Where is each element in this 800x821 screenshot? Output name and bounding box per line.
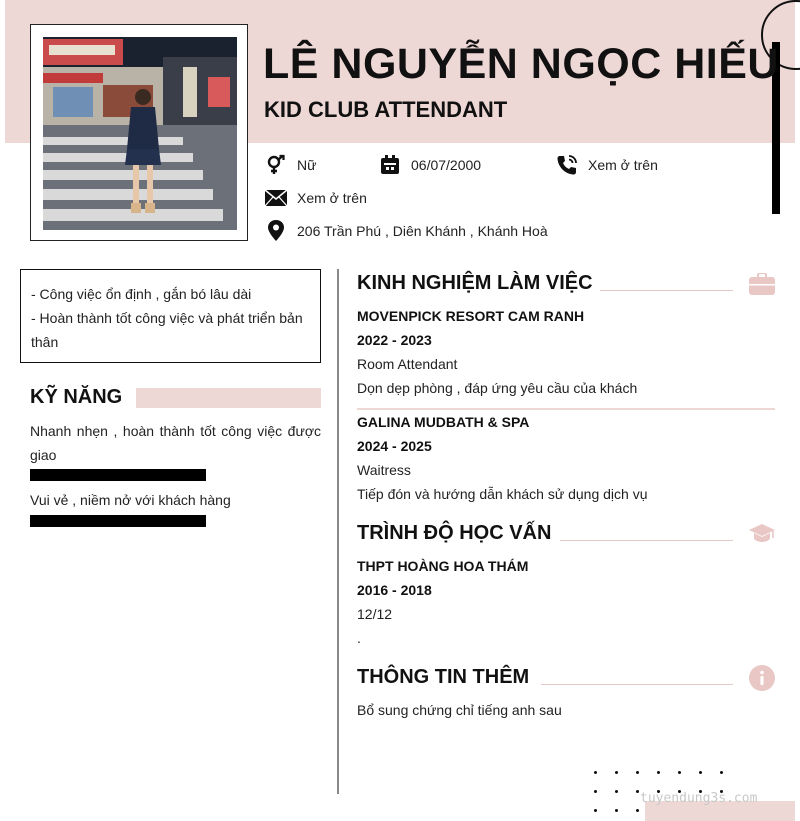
experience-description: Tiếp đón và hướng dẫn khách sử dụng dịch vụ [357,486,648,502]
gender-info [265,154,316,176]
briefcase-icon [749,273,775,300]
education-period: 2016 - 2018 [357,582,432,598]
skills-title: KỸ NĂNG [30,386,123,408]
decorative-dot [615,771,618,774]
map-pin-icon [265,220,287,242]
job-title: KID CLUB ATTENDANT [264,97,508,122]
education-title: TRÌNH ĐỘ HỌC VẤN [357,522,552,544]
experience-position: Waitress [357,462,411,478]
decorative-dot [699,771,702,774]
graduation-cap-icon [749,523,775,548]
gender-icon [265,154,287,176]
career-objective [20,269,321,363]
decorative-dot [636,771,639,774]
decorative-dot [678,771,681,774]
skill-item-text: Vui vẻ , niềm nở với khách hàng [30,492,231,508]
experience-period: 2024 - 2025 [357,438,432,454]
decorative-dot [720,771,723,774]
experience-description: Dọn dẹp phòng , đáp ứng yêu cầu của khách [357,380,638,396]
skills-heading-bar [136,388,321,408]
education-grade: 12/12 [357,606,393,622]
birthday-value: 06/07/2000 [411,157,482,173]
additional-text: Bổ sung chứng chỉ tiếng anh sau [357,702,562,718]
objective-line: - Công việc ổn định , gắn bó lâu dài [31,286,252,302]
decorative-dot [594,790,597,793]
email-value: Xem ở trên [297,190,367,206]
skill-level-bar [30,469,206,481]
education-school: THPT HOÀNG HOA THÁM [357,558,529,574]
email-info [265,187,367,209]
experience-position: Room Attendant [357,356,458,372]
watermark: tuyendung3s.com [640,791,758,806]
experience-title-line [600,290,733,291]
phone-value: Xem ở trên [588,157,658,173]
decorative-dot [615,809,618,812]
experience-company: MOVENPICK RESORT CAM RANH [357,308,585,324]
gender-value: Nữ [297,157,317,173]
experience-divider [357,408,775,410]
decorative-dot [636,809,639,812]
profile-photo-frame [30,24,248,241]
decorative-dot [657,771,660,774]
skill-item-text: Nhanh nhẹn , hoàn thành tốt công việc được giao [30,423,321,463]
additional-title-line [541,684,733,685]
education-title-line [560,540,733,541]
phone-info [556,154,658,176]
experience-period: 2022 - 2023 [357,332,432,348]
decorative-dot [594,771,597,774]
experience-title: KINH NGHIỆM LÀM VIỆC [357,272,593,294]
info-icon [749,665,775,696]
column-divider [337,269,339,794]
experience-company: GALINA MUDBATH & SPA [357,414,530,430]
skill-level-bar [30,515,206,527]
decorative-dot [636,790,639,793]
address-value: 206 Trần Phú , Diên Khánh , Khánh Hoà [297,223,548,239]
additional-title: THÔNG TIN THÊM [357,666,530,688]
education-note: . [357,630,361,646]
calendar-icon [379,154,401,176]
envelope-icon [265,187,287,209]
birthday-info [379,154,481,176]
decorative-dot [594,809,597,812]
address-info [265,220,548,242]
full-name: LÊ NGUYỄN NGỌC HIẾU [263,40,779,88]
profile-photo [43,37,237,230]
phone-icon [556,154,578,176]
objective-line: - Hoàn thành tốt công việc và phát triển bản thân [31,310,303,350]
decorative-dot [615,790,618,793]
